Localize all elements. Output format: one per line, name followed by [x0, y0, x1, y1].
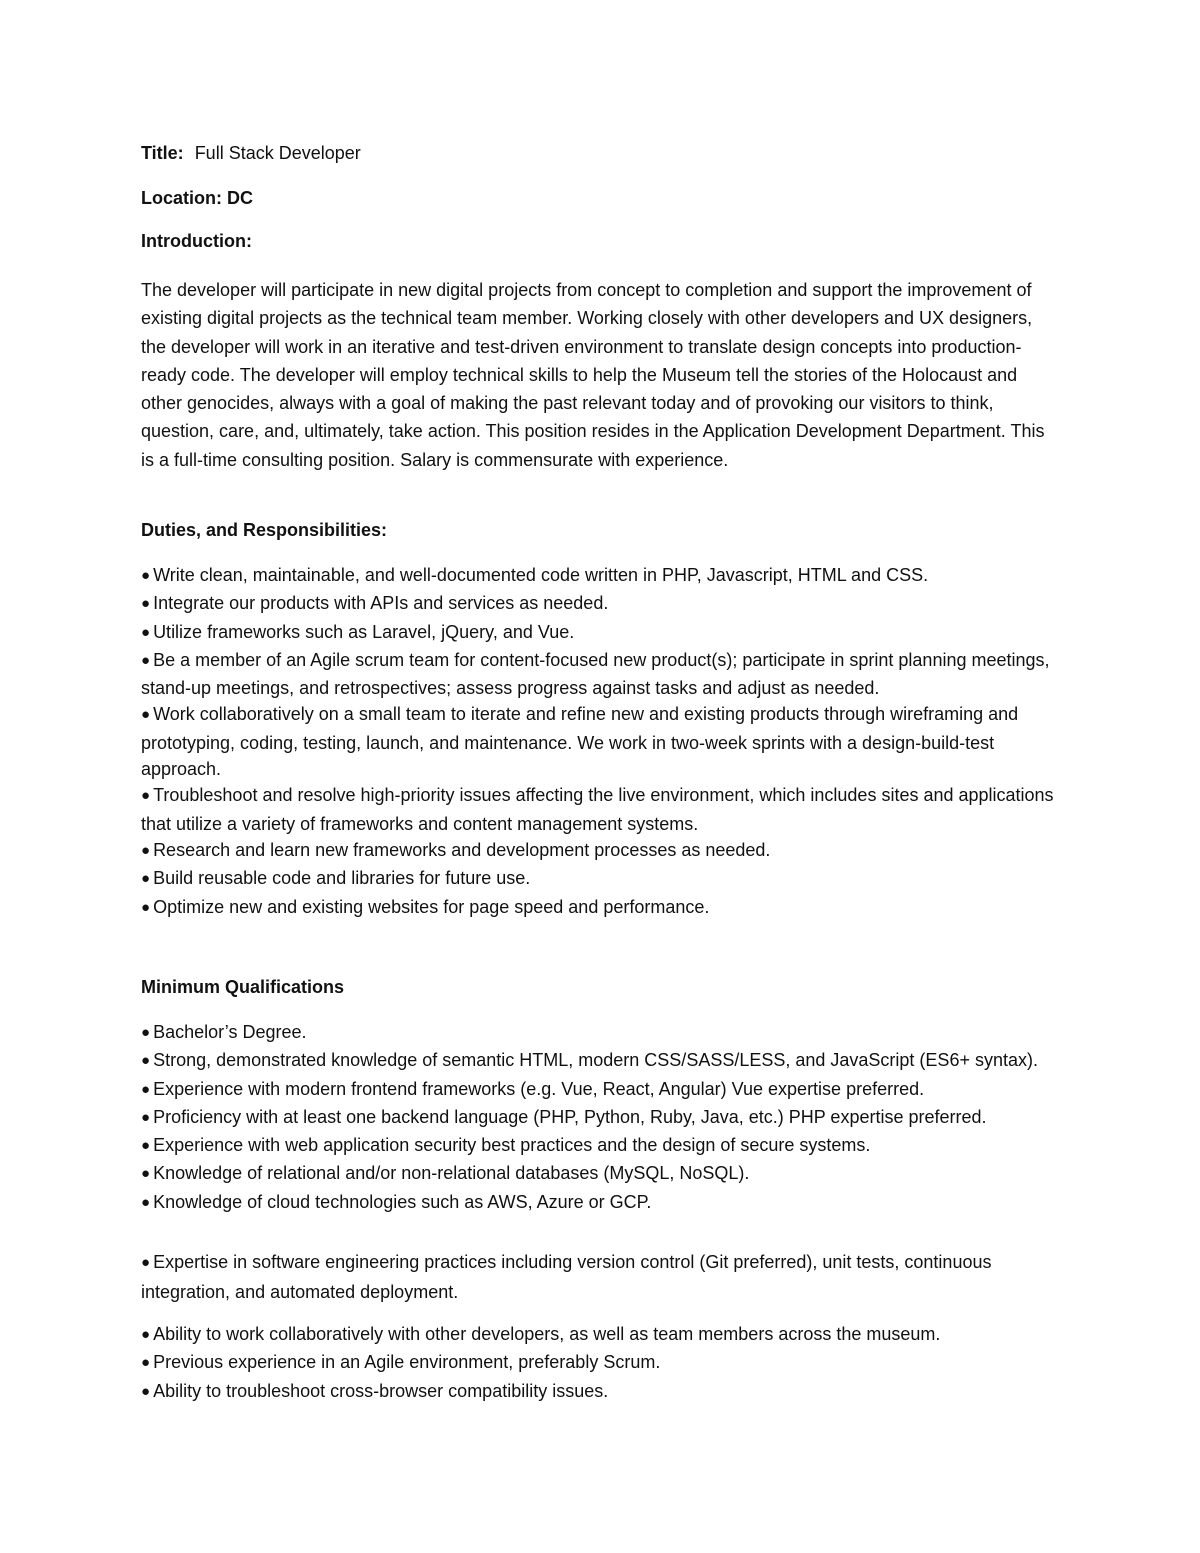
bullet-icon: ●	[141, 623, 151, 641]
bullet-icon: ●	[141, 595, 151, 613]
bullet-icon: ●	[141, 870, 151, 888]
list-item: ● Ability to work collaboratively with other developers, as well as team members across the museum.	[141, 1324, 941, 1344]
list-item: ● Strong, demonstrated knowledge of semantic HTML, modern CSS/SASS/LESS, and JavaScript (ES6+ syntax).	[141, 1050, 1038, 1071]
duties-heading: Duties, and Responsibilities:	[141, 520, 388, 540]
bullet-icon: ●	[141, 1080, 151, 1098]
intro-paragraph: The developer will participate in new digital projects from concept to completion and support the improvement of existing digital projects as the technical team member. Working closely with other developers and UX designers, the developer will work in an iterative and test-driven environment to translate design concepts into production-ready code. The developer will employ technical skills to help the Museum tell the stories of the Holocaust and other genocides, always with a goal of making the past relevant today and of provoking our visitors to think, question, care, and, ultimately, take action. This position resides in the Application Development Department. This is a full-time consulting position. Salary is commensurate with experience.	[141, 280, 1045, 470]
bullet-icon: ●	[141, 787, 151, 805]
list-item: ● Experience with modern frontend frameworks (e.g. Vue, React, Angular) Vue expertise preferred.	[141, 1078, 925, 1099]
bullet-icon: ●	[141, 567, 151, 584]
title-line	[141, 143, 1061, 164]
list-item: ● Knowledge of relational and/or non-relational databases (MySQL, NoSQL).	[141, 1163, 750, 1184]
title-value: Full Stack Developer	[194, 143, 361, 163]
location-line	[141, 188, 1061, 209]
list-item: ● Utilize frameworks such as Laravel, jQuery, and Vue.	[141, 621, 575, 642]
qualifications-list-3	[141, 1321, 1061, 1406]
bullet-icon: ●	[141, 841, 151, 859]
bullet-icon: ●	[141, 1165, 151, 1183]
location-value: DC	[227, 188, 254, 208]
list-item: ● Optimize new and existing websites for page speed and performance.	[141, 896, 710, 917]
bullet-icon: ●	[141, 1193, 151, 1211]
list-item: ● Knowledge of cloud technologies such as AWS, Azure or GCP.	[141, 1191, 652, 1212]
qualifications-list-2	[141, 1248, 1061, 1307]
qualifications-list	[141, 1019, 1061, 1217]
list-item: ● Bachelor’s Degree.	[141, 1022, 307, 1042]
bullet-icon: ●	[141, 651, 151, 669]
location-label: Location:	[141, 188, 222, 208]
title-label: Title:	[141, 143, 184, 163]
list-item: ● Troubleshoot and resolve high-priority issues affecting the live environment, which includes sites and applications that utilize a variety of frameworks and content management systems.	[141, 785, 1054, 834]
list-item: ● Write clean, maintainable, and well-documented code written in PHP, Javascript, HTML and CSS.	[141, 565, 929, 585]
bullet-icon: ●	[141, 706, 151, 724]
bullet-icon: ●	[141, 1326, 151, 1343]
list-item: ● Ability to troubleshoot cross-browser compatibility issues.	[141, 1380, 609, 1401]
intro-heading: Introduction:	[141, 231, 252, 251]
list-item: ● Expertise in software engineering practices including version control (Git preferred), unit tests, continuous integration, and automated deployment.	[141, 1252, 992, 1303]
list-item: ● Proficiency with at least one backend language (PHP, Python, Ruby, Java, etc.) PHP expertise preferred.	[141, 1106, 987, 1127]
list-item: ● Previous experience in an Agile environment, preferably Scrum.	[141, 1352, 661, 1373]
bullet-icon: ●	[141, 1354, 151, 1372]
list-item: ● Experience with web application security best practices and the design of secure systems.	[141, 1135, 871, 1156]
bullet-icon: ●	[141, 898, 151, 916]
qualifications-heading: Minimum Qualifications	[141, 977, 345, 997]
list-item: ● Build reusable code and libraries for future use.	[141, 868, 531, 889]
duties-list	[141, 562, 1061, 922]
bullet-icon: ●	[141, 1137, 151, 1155]
list-item: ● Be a member of an Agile scrum team for content-focused new product(s); participate in sprint planning meetings, stand-up meetings, and retrospectives; assess progress against tasks and adjust as needed.	[141, 649, 1050, 699]
list-item: ● Work collaboratively on a small team to iterate and refine new and existing products through wireframing and prototyping, coding, testing, launch, and maintenance. We work in two-week sprints with a design-build-test approach.	[141, 704, 1019, 780]
bullet-icon: ●	[141, 1108, 151, 1126]
bullet-icon: ●	[141, 1024, 151, 1041]
bullet-icon: ●	[141, 1382, 151, 1400]
bullet-icon: ●	[141, 1254, 151, 1271]
list-item: ● Integrate our products with APIs and services as needed.	[141, 593, 609, 614]
list-item: ● Research and learn new frameworks and development processes as needed.	[141, 839, 771, 860]
bullet-icon: ●	[141, 1052, 151, 1070]
